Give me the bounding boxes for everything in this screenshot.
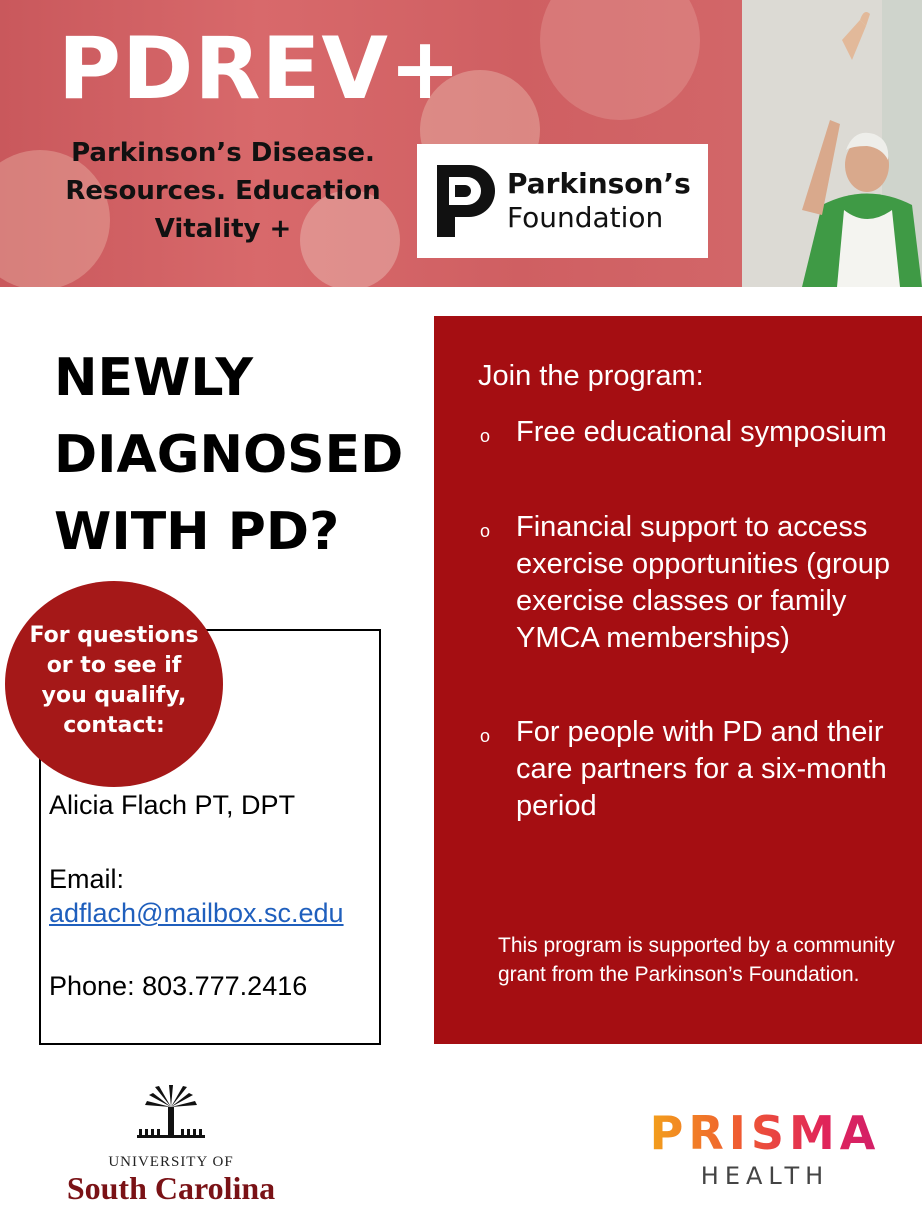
bullet-marker: o <box>480 726 491 746</box>
grant-note <box>498 931 898 989</box>
header-banner <box>0 0 742 287</box>
subtitle-line: Resources. Education <box>65 176 381 206</box>
program-item: For people with PD and their care partners for a six-month period <box>516 716 887 822</box>
headline-line: WITH PD? <box>54 502 340 562</box>
headline-line: DIAGNOSED <box>54 425 404 485</box>
prisma-health-logo <box>645 1108 885 1190</box>
grant-note-text: This program is supported by a community grant from the <box>498 934 895 986</box>
program-item: Financial support to access exercise opportunities (group exercise classes or family YMCA memberships) <box>516 511 890 654</box>
program-heading: Join the program: <box>478 360 704 392</box>
program-subtitle <box>58 134 388 248</box>
grant-note-org: Parkinson’s Foundation. <box>634 963 860 986</box>
exercise-photo <box>742 0 922 287</box>
usc-name-line2: South Carolina <box>66 1170 276 1206</box>
contact-name: Alicia Flach PT, DPT <box>49 790 296 820</box>
senior-exercising-image <box>742 0 922 287</box>
foundation-name-line1: Parkinson’s <box>507 167 691 200</box>
usc-name-line1: UNIVERSITY OF <box>108 1154 234 1170</box>
headline <box>54 340 403 571</box>
foundation-p-mark-icon <box>433 161 497 241</box>
program-item: Free educational symposium <box>516 416 887 448</box>
foundation-name-line2: Foundation <box>507 201 664 234</box>
email-label: Email: <box>49 864 125 894</box>
contact-callout-circle <box>5 581 223 787</box>
phone-number: Phone: 803.777.2416 <box>49 971 308 1001</box>
usc-logo <box>48 1085 294 1205</box>
email-link[interactable]: adflach@mailbox.sc.edu <box>49 898 344 928</box>
bullet-marker: o <box>480 426 491 446</box>
banner-photo-figure <box>540 0 700 120</box>
contact-callout-text: For questions or to see if you qualify, contact: <box>29 623 199 738</box>
health-wordmark: HEALTH <box>700 1162 830 1190</box>
program-title: PDREV+ <box>58 19 463 119</box>
palmetto-tree-icon <box>131 1085 211 1147</box>
bullet-marker: o <box>480 521 491 541</box>
parkinsons-foundation-logo <box>417 144 708 258</box>
prisma-wordmark: PRISMA <box>645 1108 885 1158</box>
subtitle-line: Parkinson’s Disease. <box>71 138 375 168</box>
subtitle-line: Vitality + <box>154 214 292 244</box>
headline-line: NEWLY <box>54 348 254 408</box>
